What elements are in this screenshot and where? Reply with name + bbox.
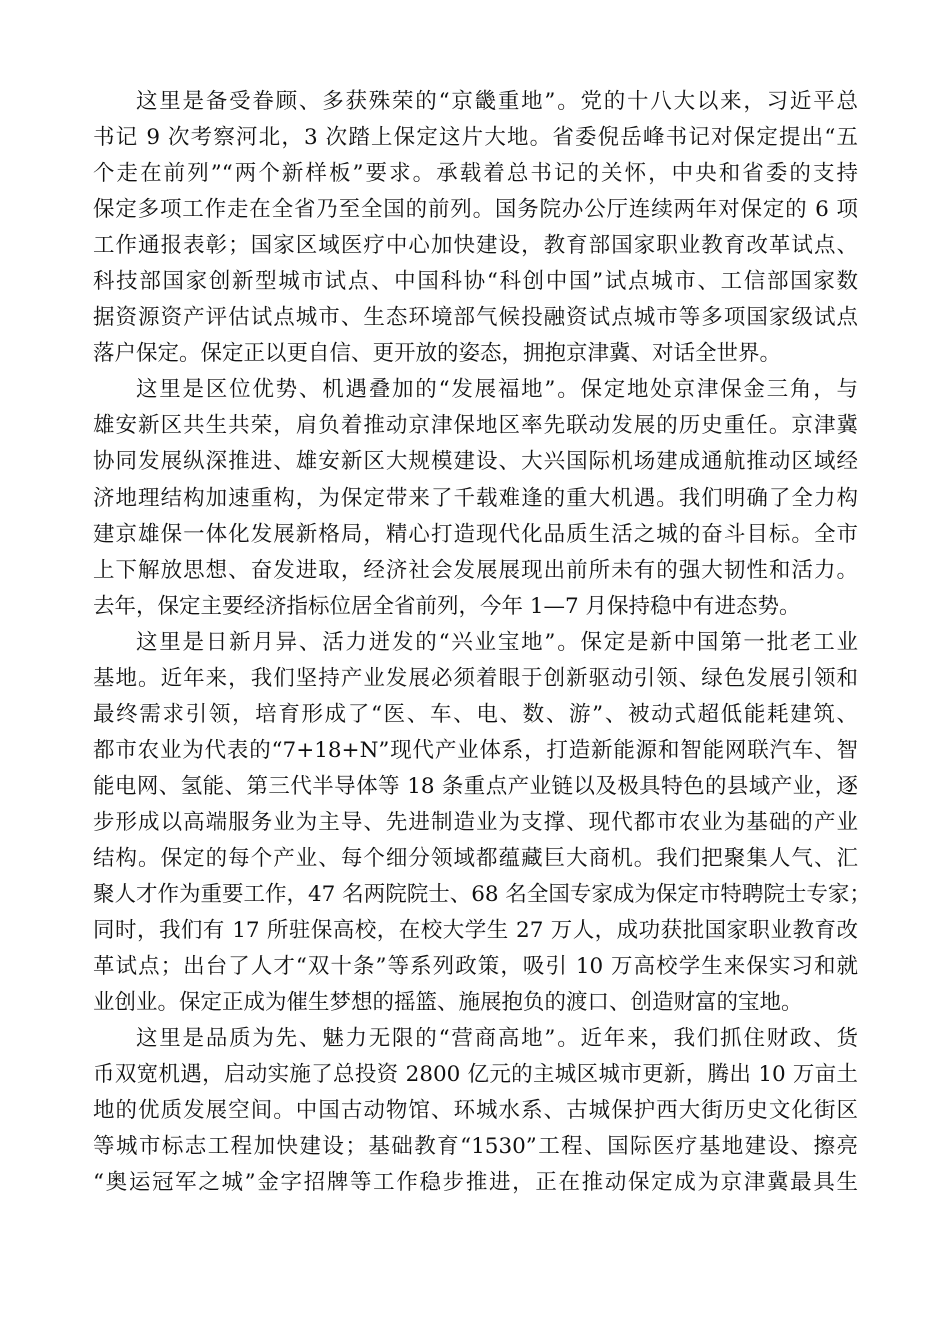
text-line: 这里是品质为先、魅力无限的“营商高地”。近年来，我们抓住财政、货 (136, 1026, 858, 1052)
text-line: 等城市标志工程加快建设；基础教育“1530”工程、国际医疗基地建设、擦亮 (93, 1134, 858, 1160)
text-line: 革试点；出台了人才“双十条”等系列政策，吸引 10 万高校学生来保实习和就 (93, 954, 858, 980)
text-line: 这里是备受眷顾、多获殊荣的“京畿重地”。党的十八大以来，习近平总 (136, 89, 858, 114)
text-line: 去年，保定主要经济指标位居全省前列，今年 1—7 月保持稳中有进态势。 (93, 593, 801, 619)
text-line: 保定多项工作走在全省乃至全国的前列。国务院办公厅连续两年对保定的 6 项 (93, 197, 858, 223)
text-line: 协同发展纵深推进、雄安新区大规模建设、大兴国际机场建成通航推动区域经 (93, 449, 858, 475)
text-line: 济地理结构加速重构，为保定带来了千载难逢的重大机遇。我们明确了全力构 (93, 485, 858, 511)
text-line: 科技部国家创新型城市试点、中国科协“科创中国”试点城市、工信部国家数 (93, 269, 858, 295)
text-line: 这里是区位优势、机遇叠加的“发展福地”。保定地处京津保金三角，与 (136, 377, 858, 403)
text-line: 最终需求引领，培育形成了“医、车、电、数、游”、被动式超低能耗建筑、 (93, 701, 858, 727)
paragraph-fazhan-fudi (93, 372, 858, 624)
text-line: 币双宽机遇，启动实施了总投资 2800 亿元的主城区城市更新，腾出 10 万亩土 (93, 1062, 858, 1088)
text-line: 基地。近年来，我们坚持产业发展必须着眼于创新驱动引领、绿色发展引领和 (93, 665, 858, 691)
text-line: 这里是日新月异、活力迸发的“兴业宝地”。保定是新中国第一批老工业 (136, 629, 858, 655)
text-line: 落户保定。保定正以更自信、更开放的姿态，拥抱京津冀、对话全世界。 (93, 341, 782, 367)
paragraph-yingshang-gaodi (93, 1021, 858, 1201)
text-line: 上下解放思想、奋发进取，经济社会发展展现出前所未有的强大韧性和活力。 (93, 557, 858, 583)
text-line: 同时，我们有 17 所驻保高校，在校大学生 27 万人，成功获批国家职业教育改 (93, 918, 858, 944)
text-line: “奥运冠军之城”金字招牌等工作稳步推进，正在推动保定成为京津冀最具生 (93, 1170, 858, 1196)
text-line: 聚人才作为重要工作，47 名两院院士、68 名全国专家成为保定市特聘院士专家； (93, 882, 871, 908)
text-line: 能电网、氢能、第三代半导体等 18 条重点产业链以及极具特色的县域产业，逐 (93, 773, 858, 799)
text-line: 业创业。保定正成为催生梦想的摇篮、施展抱负的渡口、创造财富的宝地。 (93, 990, 803, 1016)
text-line: 建京雄保一体化发展新格局，精心打造现代化品质生活之城的奋斗目标。全市 (93, 521, 858, 547)
paragraph-xingye-baodi (93, 625, 871, 1022)
document-body (93, 84, 871, 1201)
text-line: 书记 9 次考察河北，3 次踏上保定这片大地。省委倪岳峰书记对保定提出“五 (93, 125, 858, 151)
text-line: 地的优质发展空间。中国古动物馆、环城水系、古城保护西大街历史文化街区 (93, 1098, 858, 1124)
text-line: 工作通报表彰；国家区域医疗中心加快建设，教育部国家职业教育改革试点、 (93, 233, 858, 259)
paragraph-jingji-zhongdi (93, 84, 858, 372)
text-line: 结构。保定的每个产业、每个细分领域都蕴藏巨大商机。我们把聚集人气、汇 (93, 845, 858, 871)
text-line: 据资源资产评估试点城市、生态环境部气候投融资试点城市等多项国家级试点 (93, 305, 858, 331)
text-line: 都市农业为代表的“7+18+N”现代产业体系，打造新能源和智能网联汽车、智 (93, 737, 858, 763)
text-line: 步形成以高端服务业为主导、先进制造业为支撑、现代都市农业为基础的产业 (93, 809, 858, 835)
text-line: 个走在前列”“两个新样板”要求。承载着总书记的关怀，中央和省委的支持 (93, 161, 858, 187)
text-line: 雄安新区共生共荣，肩负着推动京津保地区率先联动发展的历史重任。京津冀 (93, 413, 858, 439)
